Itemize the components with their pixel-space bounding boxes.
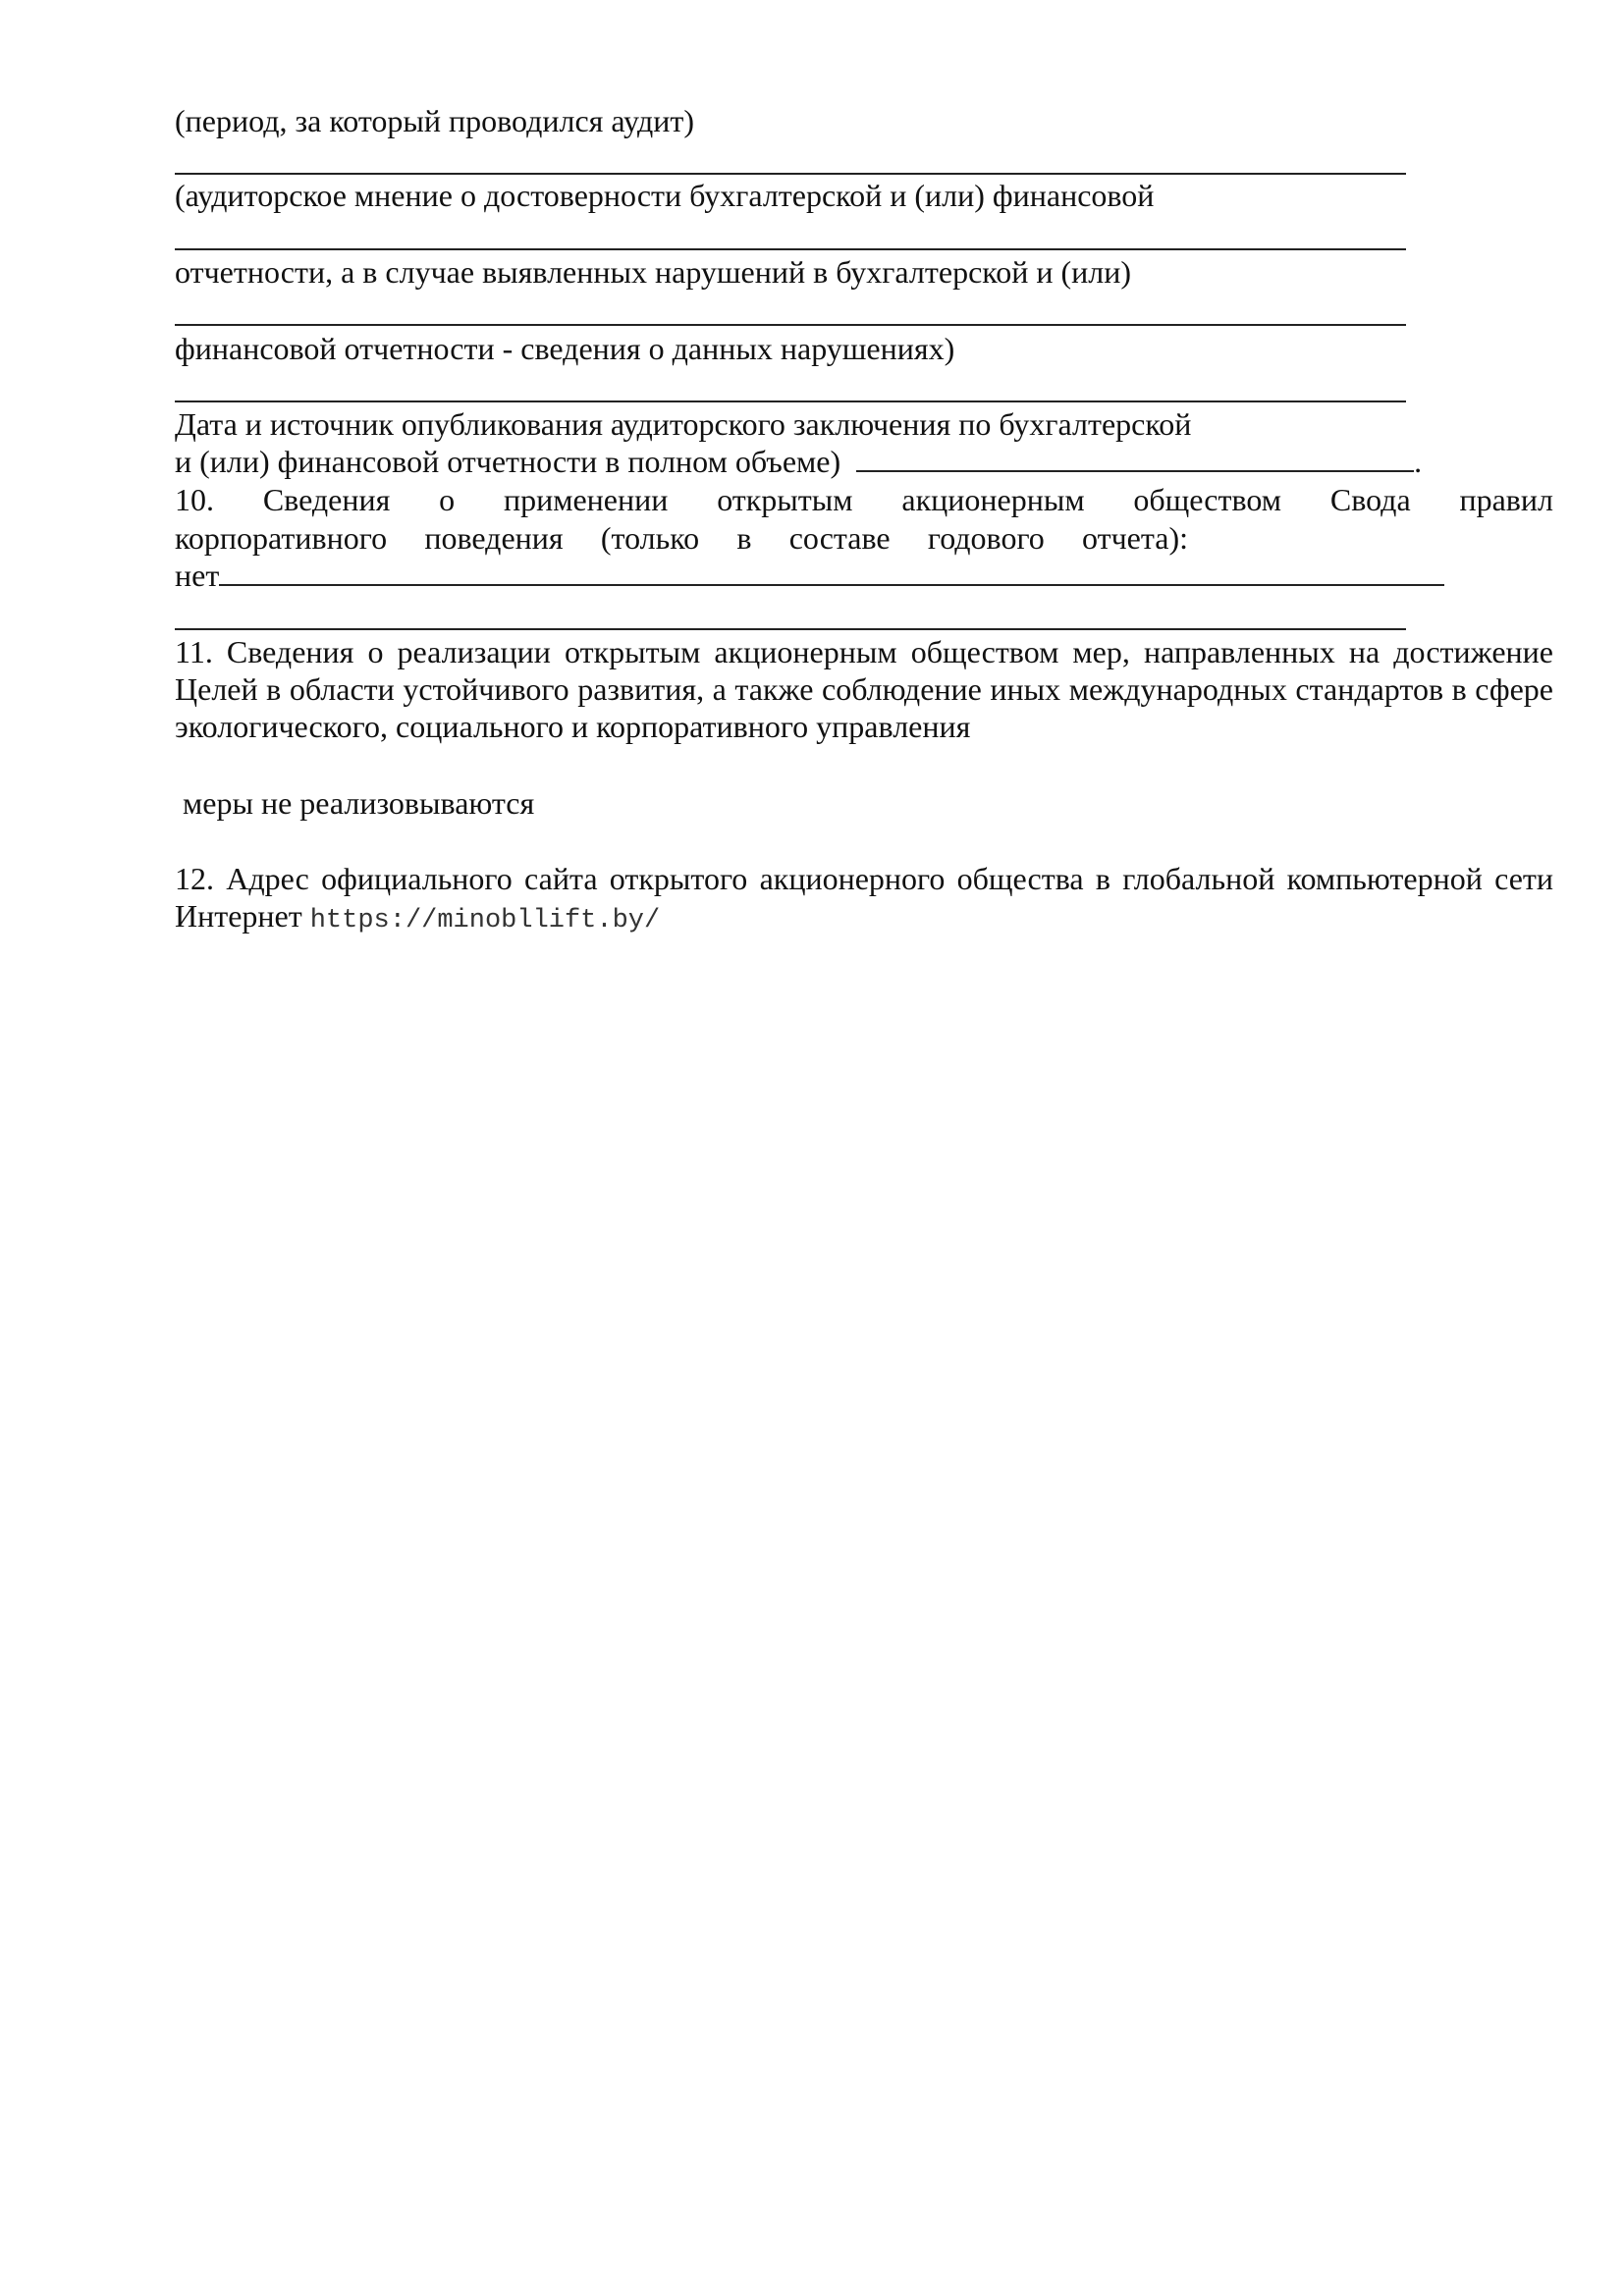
audit-opinion-caption-2: отчетности, а в случае выявленных нарушений в бухгалтерской и (или) xyxy=(175,254,1131,290)
section-11-answer: меры не реализовываются xyxy=(183,785,535,821)
publication-caption-1: Дата и источник опубликования аудиторского заключения по бухгалтерской xyxy=(175,406,1192,442)
website-url: https://minobllift.by/ xyxy=(309,906,661,935)
section-10-answer: нет xyxy=(175,558,220,593)
section-12-paragraph xyxy=(175,860,1553,939)
section-11-text: 11. Сведения о реализации открытым акционерным обществом мер, направленных на достижение Целей в области устойчивого развития, а также соблюдение иных международных стандартов в сфере экологического, социального и корпоративного управления xyxy=(175,634,1553,744)
section-12-text: 12. Адрес официального сайта открытого акционерного общества в глобальной компьютерной сети Интернет xyxy=(175,861,1553,934)
audit-opinion-caption-1: (аудиторское мнение о достоверности бухгалтерской и (или) финансовой xyxy=(175,178,1155,213)
section-10-fill-line xyxy=(219,557,1444,586)
fill-line xyxy=(175,248,1406,250)
fill-line xyxy=(175,628,1406,630)
audit-period-caption: (период, за который проводился аудит) xyxy=(175,103,694,138)
publication-caption-2-line xyxy=(175,443,1422,480)
fill-line xyxy=(175,324,1406,326)
publication-end: . xyxy=(1414,444,1423,479)
fill-line xyxy=(175,400,1406,402)
section-10-line-2: корпоративного поведения (только в составе годового отчета): xyxy=(175,520,1188,556)
publication-caption-2: и (или) финансовой отчетности в полном объеме) xyxy=(175,444,841,479)
section-10-answer-line xyxy=(175,557,1444,594)
section-10-line-1: 10. Сведения о применении открытым акционерным обществом Свода правил xyxy=(175,482,1553,517)
fill-line xyxy=(175,173,1406,175)
publication-fill-line xyxy=(856,443,1414,472)
audit-opinion-caption-3: финансовой отчетности - сведения о данных нарушениях) xyxy=(175,331,955,366)
